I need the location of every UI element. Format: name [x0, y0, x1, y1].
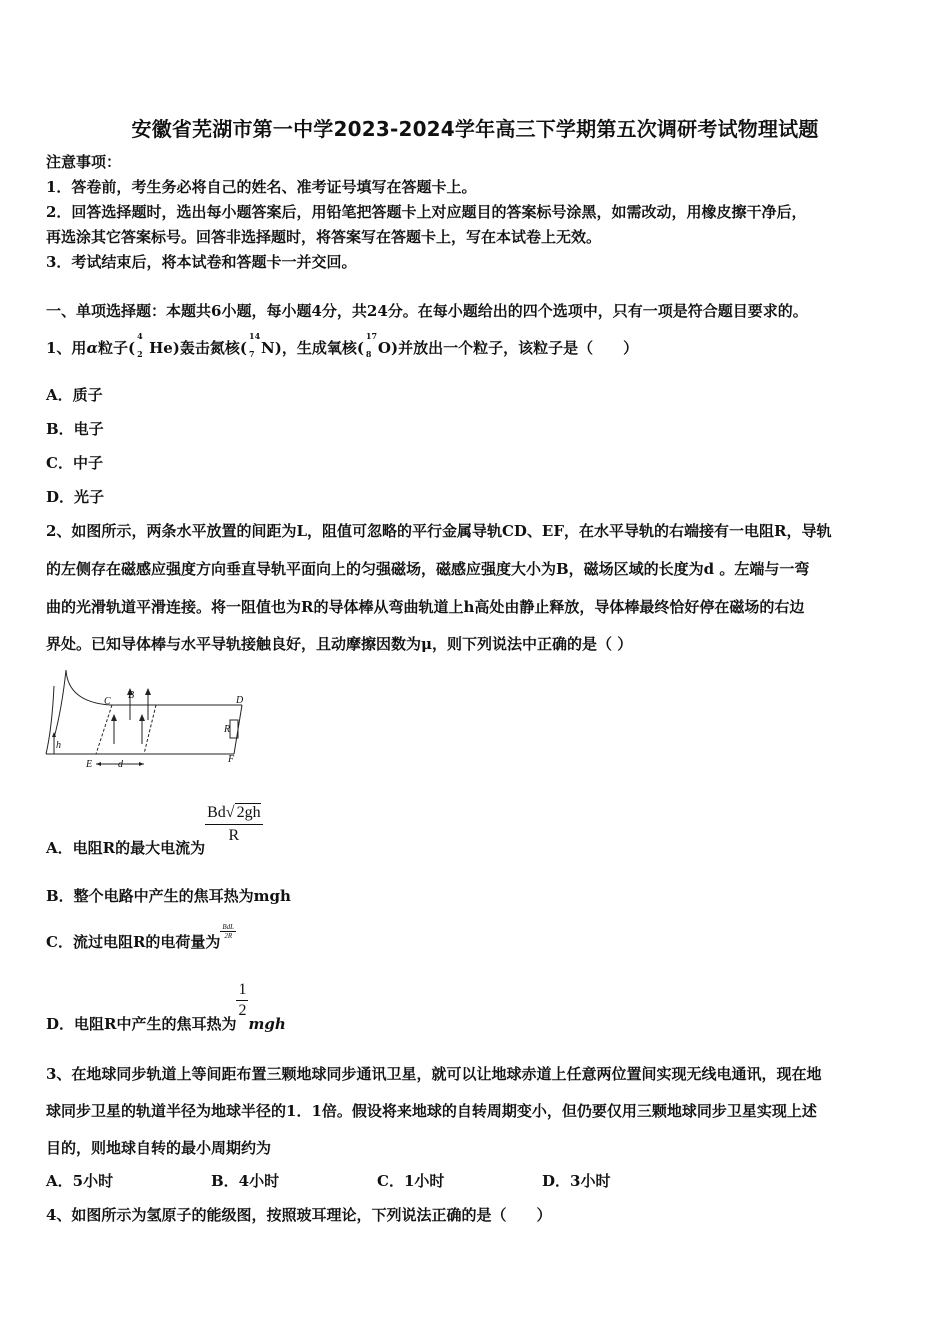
q3-option-c: C．1小时 — [377, 1172, 445, 1190]
label-f: F — [228, 754, 235, 765]
question-4: 4、如图所示为氢原子的能级图，按照玻耳理论，下列说法正确的是（ ） — [46, 1206, 552, 1224]
label-dd: d — [118, 759, 123, 770]
notice-item: 2．回答选择题时，选出每小题答案后，用铅笔把答题卡上对应题目的答案标号涂黑，如需改动，用橡皮擦干净后， — [46, 203, 807, 221]
q2-line: 曲的光滑轨道平滑连接。将一阻值也为R的导体棒从弯曲轨道上h高处由静止释放，导体棒最终恰好停在磁场的右边 — [46, 598, 805, 616]
section-heading: 一、单项选择题：本题共6小题，每小题4分，共24分。在每小题给出的四个选项中，只有一项是符合题目要求的。 — [46, 302, 808, 320]
q2-line: 界处。已知导体棒与水平导轨接触良好，且动摩擦因数为μ，则下列说法中正确的是（ ） — [46, 635, 633, 653]
q2-option-b: B．整个电路中产生的焦耳热为mgh — [46, 887, 291, 905]
q3-line: 球同步卫星的轨道半径为地球半径的1．1倍。假设将来地球的自转周期变小，但仍要仅用三颗地球同步卫星实现上述 — [46, 1102, 817, 1120]
question-1: 1、用α粒子( 4 2 He)轰击氮核( 14 7 N)，生成氧核( 17 8 O)并放出一个粒子，该粒子是（ ） — [46, 331, 639, 359]
q2-line: 的左侧存在磁感应强度方向垂直导轨平面向上的匀强磁场，磁感应强度大小为B，磁场区域的长度为d 。左端与一弯 — [46, 560, 810, 578]
q2-option-d: D．电阻R中产生的焦耳热为 $\frac{1}{2}$ mgh — [46, 981, 286, 1033]
q3-option-a: A．5小时 — [46, 1172, 114, 1190]
q2-line: 2、如图所示，两条水平放置的间距为L，阻值可忽略的平行金属导轨CD、EF，在水平导轨的右端接有一电阻R，导轨 — [46, 522, 832, 540]
notice-item: 再选涂其它答案标号。回答非选择题时，将答案写在答题卡上，写在本试卷上无效。 — [46, 228, 602, 246]
rail-diagram — [44, 668, 254, 776]
label-e: E — [86, 759, 93, 770]
q1-text: 1、用 — [46, 339, 87, 357]
helium-nuclide: 4 2 — [137, 331, 143, 359]
alpha-symbol: α — [86, 339, 98, 357]
notice-heading: 注意事项： — [46, 153, 122, 171]
q3-option-d: D．3小时 — [542, 1172, 611, 1190]
q1-option-d: D．光子 — [46, 488, 105, 506]
page-title: 安徽省芜湖市第一中学2023-2024学年高三下学期第五次调研考试物理试题 — [131, 117, 819, 141]
label-d: D — [236, 695, 244, 706]
q3-line: 目的，则地球自转的最小周期约为 — [46, 1139, 272, 1157]
label-c: C — [104, 696, 111, 707]
q1-option-c: C．中子 — [46, 454, 103, 472]
q3-option-b: B．4小时 — [211, 1172, 280, 1190]
q3-line: 3、在地球同步轨道上等间距布置三颗地球同步通讯卫星，就可以让地球赤道上任意两位置间实现无线电通讯，现在地 — [46, 1065, 822, 1083]
label-h: h — [56, 740, 61, 751]
q1-option-a: A．质子 — [46, 386, 103, 404]
notice-item: 3．考试结束后，将本试卷和答题卡一并交回。 — [46, 253, 357, 271]
oxygen-nuclide: 17 8 — [365, 331, 378, 359]
q1-option-b: B．电子 — [46, 420, 104, 438]
label-b: B — [128, 690, 135, 701]
notice-item: 1．答卷前，考生务必将自己的姓名、准考证号填写在答题卡上。 — [46, 178, 477, 196]
q2-option-c: C．流过电阻R的电荷量为 $\frac{\text{BdL}}{2R}$ — [46, 922, 235, 951]
q2-option-a: A．电阻R的最大电流为 $\frac{Bd√ 2gh}{R}$ — [46, 804, 261, 857]
nitrogen-nuclide: 14 7 — [249, 331, 261, 359]
label-r: R — [224, 724, 231, 735]
